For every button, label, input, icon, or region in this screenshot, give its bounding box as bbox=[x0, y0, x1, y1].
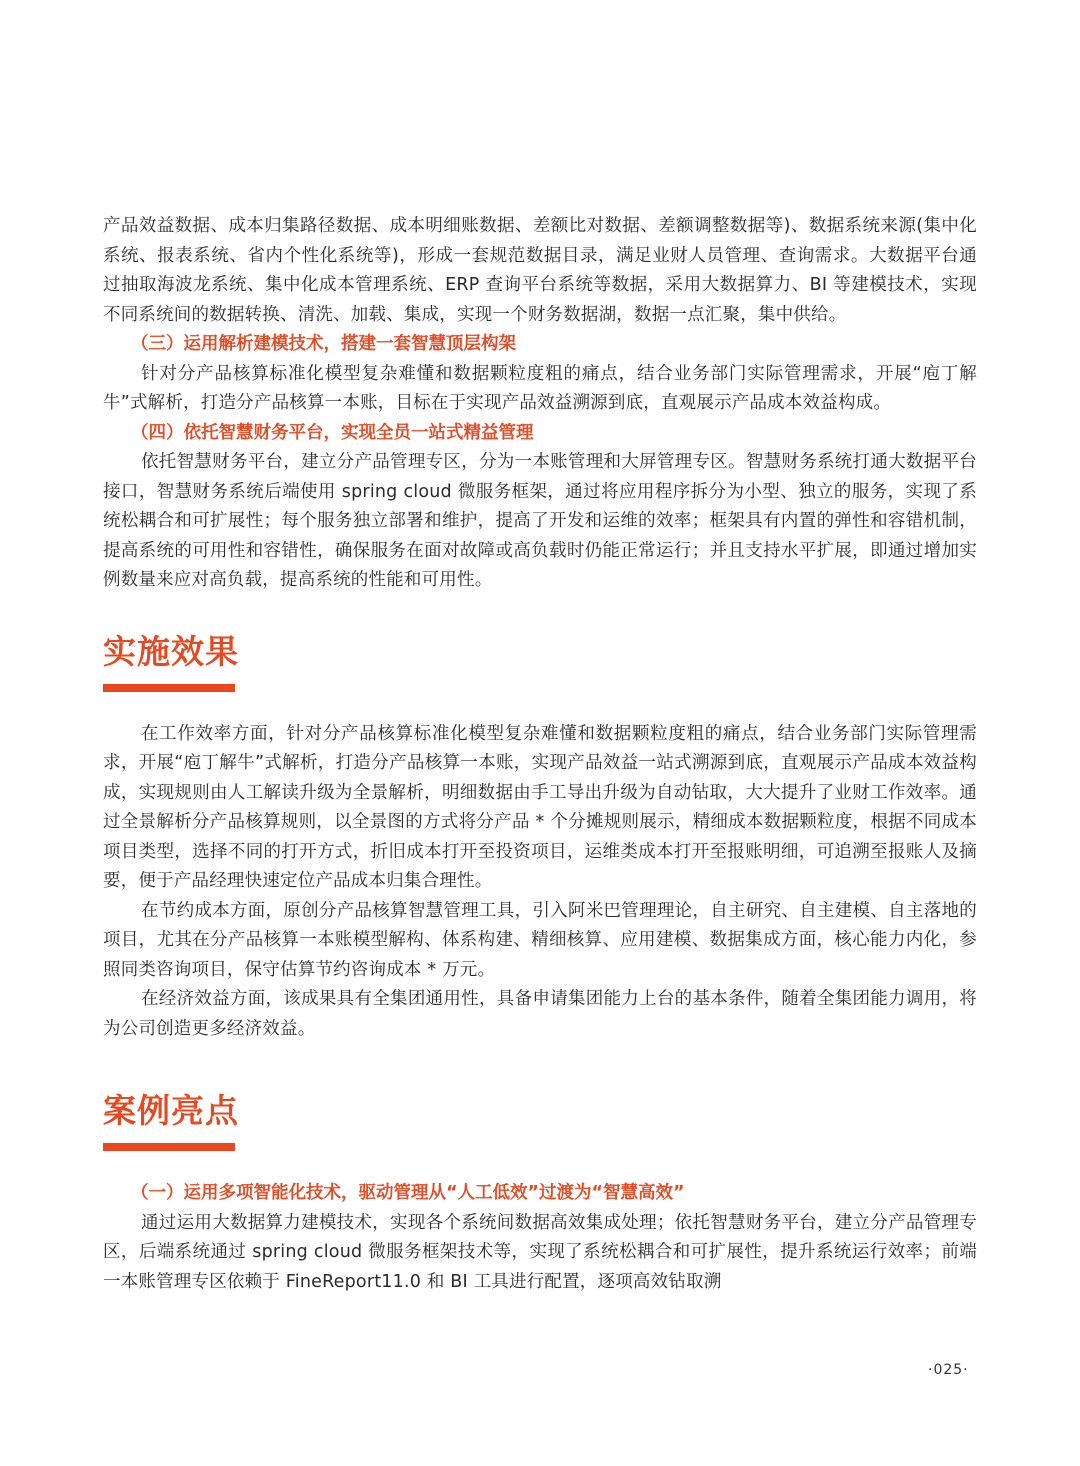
highlights-paragraph: 通过运用大数据算力建模技术，实现各个系统间数据高效集成处理；依托智慧财务平台，建立分产品管理专区，后端系统通过 spring cloud 微服务框架技术等，实现了系统松耦合和可扩展性，提升系统运行效率；前端一本账管理专区依赖于 FineReport11.0 和 BI 工具进行配置，逐项高效钻取溯 bbox=[103, 1212, 977, 1292]
page-content bbox=[103, 212, 977, 1297]
effects-paragraph-cost: 在节约成本方面，原创分产品核算智慧管理工具，引入阿米巴管理理论，自主研究、自主建模、自主落地的项目，尤其在分产品核算一本账模型解构、体系构建、精细核算、应用建模、数据集成方面，核心能力内化，参照同类咨询项目，保守估算节约咨询成本 * 万元。 bbox=[103, 900, 977, 980]
effects-section bbox=[103, 630, 977, 1045]
highlights-body bbox=[103, 1179, 977, 1297]
subsection-4-heading: （四）依托智慧财务平台，实现全员一站式精益管理 bbox=[131, 422, 534, 443]
highlights-title-underline bbox=[103, 1143, 235, 1151]
highlights-title: 案例亮点 bbox=[103, 1091, 239, 1130]
effects-body bbox=[103, 720, 977, 1045]
effects-paragraph-efficiency: 在工作效率方面，针对分产品核算标准化模型复杂难懂和数据颗粒度粗的痛点，结合业务部门实际管理需求，开展“庖丁解牛”式解析，打造分产品核算一本账，实现产品效益一站式溯源到底，直观展示产品成本效益构成，实现规则由人工解读升级为全景解析，明细数据由手工导出升级为自动钻取，大大提升了业财工作效率。通过全景解析分产品核算规则，以全景图的方式将分产品 * 个分摊规则展示，精细成本数据颗粒度，根据不同成本项目类型，选择不同的打开方式，折旧成本打开至投资项目，运维类成本打开至报账明细，可追溯至报账人及摘要，便于产品经理快速定位产品成本归集合理性。 bbox=[103, 723, 977, 891]
intro-paragraph: 产品效益数据、成本归集路径数据、成本明细账数据、差额比对数据、差额调整数据等)、数据系统来源(集中化系统、报表系统、省内个性化系统等)，形成一套规范数据目录，满足业财人员管理、查询需求。大数据平台通过抽取海波龙系统、集中化成本管理系统、ERP 查询平台系统等数据，采用大数据算力、BI 等建模技术，实现不同系统间的数据转换、清洗、加载、集成，实现一个财务数据湖，数据一点汇聚，集中供给。 bbox=[103, 216, 977, 325]
subsection-4-paragraph: 依托智慧财务平台，建立分产品管理专区，分为一本账管理和大屏管理专区。智慧财务系统打通大数据平台接口，智慧财务系统后端使用 spring cloud 微服务框架，通过将应用程序拆分为小型、独立的服务，实现了系统松耦合和可扩展性；每个服务独立部署和维护，提高了开发和运维的效率；框架具有内置的弹性和容错机制，提高系统的可用性和容错性，确保服务在面对故障或高负载时仍能正常运行；并且支持水平扩展，即通过增加实例数量来应对高负载，提高系统的性能和可用性。 bbox=[103, 452, 977, 590]
effects-paragraph-economic: 在经济效益方面，该成果具有全集团通用性，具备申请集团能力上台的基本条件，随着全集团能力调用，将为公司创造更多经济效益。 bbox=[103, 989, 977, 1039]
subsection-3-paragraph: 针对分产品核算标准化模型复杂难懂和数据颗粒度粗的痛点，结合业务部门实际管理需求，开展“庖丁解牛”式解析，打造分产品核算一本账，目标在于实现产品效益溯源到底，直观展示产品成本效益构成。 bbox=[103, 363, 977, 413]
highlights-subheading: （一）运用多项智能化技术，驱动管理从“人工低效”过渡为“智慧高效” bbox=[131, 1183, 685, 1203]
highlights-section bbox=[103, 1089, 977, 1297]
subsection-3-heading: （三）运用解析建模技术，搭建一套智慧顶层构架 bbox=[131, 334, 516, 354]
effects-title: 实施效果 bbox=[103, 631, 239, 671]
effects-title-underline bbox=[103, 684, 235, 692]
page-number: ·025· bbox=[928, 1362, 969, 1378]
